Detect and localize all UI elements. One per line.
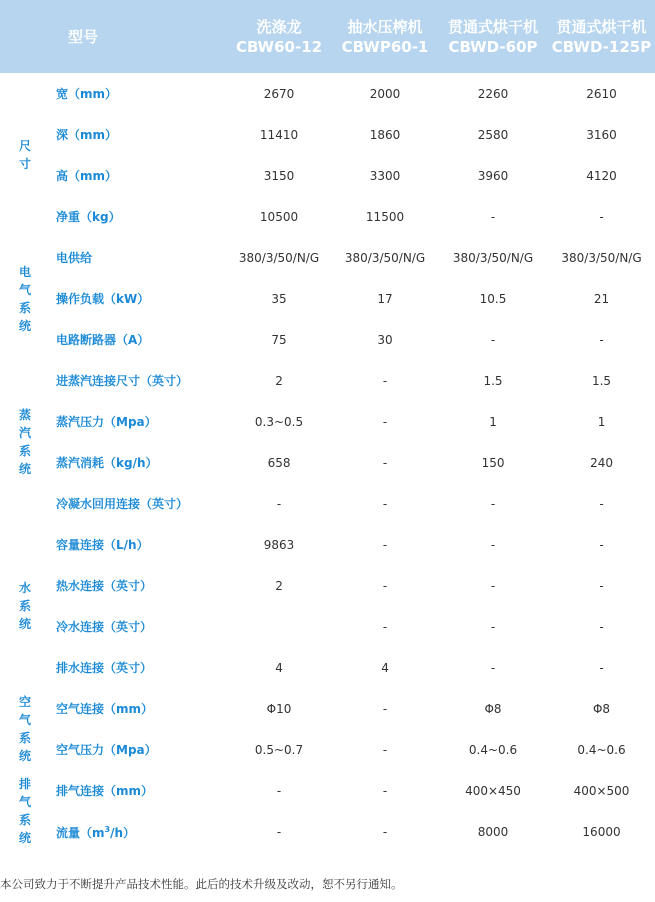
- cell-value: Φ8: [484, 701, 502, 716]
- cell-value: 75: [271, 332, 287, 347]
- cell-value: 1.5: [483, 373, 503, 388]
- cell-value: 9863: [263, 537, 295, 552]
- cell-value: 380/3/50/N/G: [344, 250, 426, 265]
- cell-value: -: [382, 455, 388, 470]
- cell-value: 2000: [369, 86, 401, 101]
- group-text: 电气系统: [18, 264, 31, 333]
- table-row: [0, 729, 655, 770]
- cell-value: -: [382, 578, 388, 593]
- header-row: [0, 0, 655, 73]
- cell-value: -: [382, 742, 388, 757]
- cell-value: -: [276, 824, 282, 839]
- cell-value: Φ10: [266, 701, 292, 716]
- cell-value: 2: [275, 578, 283, 593]
- table-row: [0, 114, 655, 155]
- cell-value: 10.5: [479, 291, 507, 306]
- cell-value: 2670: [263, 86, 295, 101]
- cell-value: 380/3/50/N/G: [561, 250, 642, 265]
- cell-value: 4: [381, 660, 389, 675]
- row-label-suffix: /h）: [110, 826, 136, 840]
- column-header: [548, 0, 655, 73]
- row-label: 深（mm）: [56, 127, 118, 142]
- table-row: [0, 524, 655, 565]
- row-label: 蒸汽消耗（kg/h）: [56, 455, 158, 470]
- table-row: [0, 155, 655, 196]
- table-row: [0, 688, 655, 729]
- column-name: 抽水压榨机: [347, 17, 423, 36]
- group-label-dimensions: [0, 73, 50, 237]
- row-label: 蒸汽压力（Mpa）: [56, 414, 157, 429]
- cell-value: 2610: [586, 86, 617, 101]
- row-label: 冷水连接（英寸）: [56, 619, 153, 634]
- group-label-water: [0, 524, 50, 688]
- cell-value: 16000: [582, 824, 621, 839]
- cell-value: 1: [597, 414, 606, 429]
- column-header: [226, 0, 332, 73]
- cell-value: 3300: [369, 168, 401, 183]
- footnote: 本公司致力于不断提升产品技术性能。此后的技术升级及改动，恕不另行通知。: [0, 877, 403, 891]
- table-row: [0, 811, 655, 852]
- cell-value: -: [382, 783, 388, 798]
- cell-value: 30: [377, 332, 393, 347]
- column-name: 贯通式烘干机: [556, 17, 647, 36]
- row-label: 容量连接（L/h）: [56, 537, 149, 552]
- cell-value: 17: [377, 291, 393, 306]
- cell-value: 400×450: [465, 783, 521, 798]
- group-label-electrical: [0, 237, 50, 360]
- table-row: [0, 196, 655, 237]
- column-code: CBWP60-1: [341, 37, 429, 56]
- cell-value: -: [599, 619, 604, 634]
- row-label: 电供给: [56, 250, 93, 265]
- cell-value: -: [599, 660, 604, 675]
- cell-value: 240: [590, 455, 613, 470]
- model-header: 型号: [0, 0, 226, 73]
- cell-value: 0.3~0.5: [254, 414, 304, 429]
- cell-value: -: [490, 578, 496, 593]
- cell-value: 380/3/50/N/G: [238, 250, 320, 265]
- cell-value: 3150: [263, 168, 295, 183]
- cell-value: -: [276, 783, 282, 798]
- cell-value: 0.4~0.6: [577, 742, 626, 757]
- column-code: CBW60-12: [235, 37, 323, 56]
- row-label: 空气连接（mm）: [56, 701, 154, 716]
- cell-value: -: [490, 537, 496, 552]
- cell-value: [226, 606, 332, 647]
- table-row: [0, 770, 655, 811]
- table-row: [0, 319, 655, 360]
- cell-value: 0.5~0.7: [254, 742, 304, 757]
- cell-value: 150: [481, 455, 505, 470]
- row-label: 热水连接（英寸）: [56, 578, 153, 593]
- column-header: [332, 0, 438, 73]
- cell-value: -: [599, 209, 604, 224]
- row-label-sup: 3: [104, 825, 111, 834]
- table-row: [0, 442, 655, 483]
- row-label: 空气压力（Mpa）: [56, 742, 157, 757]
- row-label-prefix: 流量（m: [56, 826, 105, 840]
- group-label-steam: [0, 360, 50, 524]
- cell-value: 35: [271, 291, 287, 306]
- cell-value: -: [599, 578, 604, 593]
- cell-value: -: [599, 496, 604, 511]
- column-name: 贯通式烘干机: [448, 17, 539, 36]
- cell-value: 10500: [259, 209, 299, 224]
- cell-value: 4120: [586, 168, 617, 183]
- cell-value: 1: [489, 414, 497, 429]
- column-header: [438, 0, 548, 73]
- table-row: [0, 360, 655, 401]
- cell-value: -: [490, 209, 496, 224]
- row-label: 排水连接（英寸）: [56, 660, 153, 675]
- cell-value: 2260: [477, 86, 509, 101]
- group-text: 排气系统: [18, 777, 31, 845]
- cell-value: 3960: [477, 168, 509, 183]
- cell-value: -: [490, 660, 496, 675]
- cell-value: 380/3/50/N/G: [452, 250, 534, 265]
- cell-value: 658: [267, 455, 291, 470]
- table-row: [0, 606, 655, 647]
- group-label-exhaust: [0, 770, 50, 852]
- cell-value: -: [599, 537, 604, 552]
- row-label: 进蒸汽连接尺寸（英寸）: [56, 373, 189, 388]
- cell-value: 4: [275, 660, 283, 675]
- cell-value: 1860: [369, 127, 401, 142]
- group-text: 空气系统: [18, 695, 31, 763]
- cell-value: -: [382, 496, 388, 511]
- column-name: 洗涤龙: [256, 17, 302, 36]
- cell-value: -: [382, 619, 388, 634]
- table-row: [0, 401, 655, 442]
- cell-value: 400×500: [573, 783, 630, 798]
- cell-value: 11500: [365, 209, 405, 224]
- column-code: CBWD-125P: [551, 37, 652, 56]
- cell-value: 21: [593, 291, 610, 306]
- cell-value: 1.5: [591, 373, 612, 388]
- table-row: [0, 73, 655, 114]
- cell-value: -: [599, 332, 604, 347]
- cell-value: 8000: [477, 824, 509, 839]
- cell-value: 11410: [259, 127, 299, 142]
- cell-value: -: [382, 824, 388, 839]
- group-text: 水系统: [18, 581, 31, 631]
- row-label: 电路断路器（A）: [56, 332, 150, 347]
- cell-value: 2580: [477, 127, 509, 142]
- cell-value: -: [490, 332, 496, 347]
- cell-value: 0.4~0.6: [468, 742, 518, 757]
- cell-value: -: [382, 414, 388, 429]
- row-label: [50, 811, 226, 852]
- cell-value: 3160: [586, 127, 617, 142]
- cell-value: -: [382, 701, 388, 716]
- group-text: 蒸汽系统: [18, 408, 31, 476]
- cell-value: -: [382, 537, 388, 552]
- row-label: 高（mm）: [56, 168, 118, 183]
- cell-value: -: [490, 496, 496, 511]
- cell-value: -: [490, 619, 496, 634]
- table-row: [0, 237, 655, 278]
- row-label: 净重（kg）: [56, 209, 121, 224]
- table-row: [0, 483, 655, 524]
- row-label: 宽（mm）: [56, 86, 118, 101]
- table-row: [0, 565, 655, 606]
- cell-value: Φ8: [592, 701, 611, 716]
- row-label: 操作负载（kW）: [56, 291, 150, 306]
- table-row: [0, 647, 655, 688]
- row-label: 冷凝水回用连接（英寸）: [56, 496, 189, 511]
- row-label: 排气连接（mm）: [56, 783, 154, 798]
- cell-value: -: [276, 496, 282, 511]
- table-row: [0, 278, 655, 319]
- group-text: 尺寸: [18, 139, 31, 171]
- cell-value: 2: [275, 373, 283, 388]
- cell-value: -: [382, 373, 388, 388]
- column-code: CBWD-60P: [448, 37, 538, 56]
- group-label-air: [0, 688, 50, 770]
